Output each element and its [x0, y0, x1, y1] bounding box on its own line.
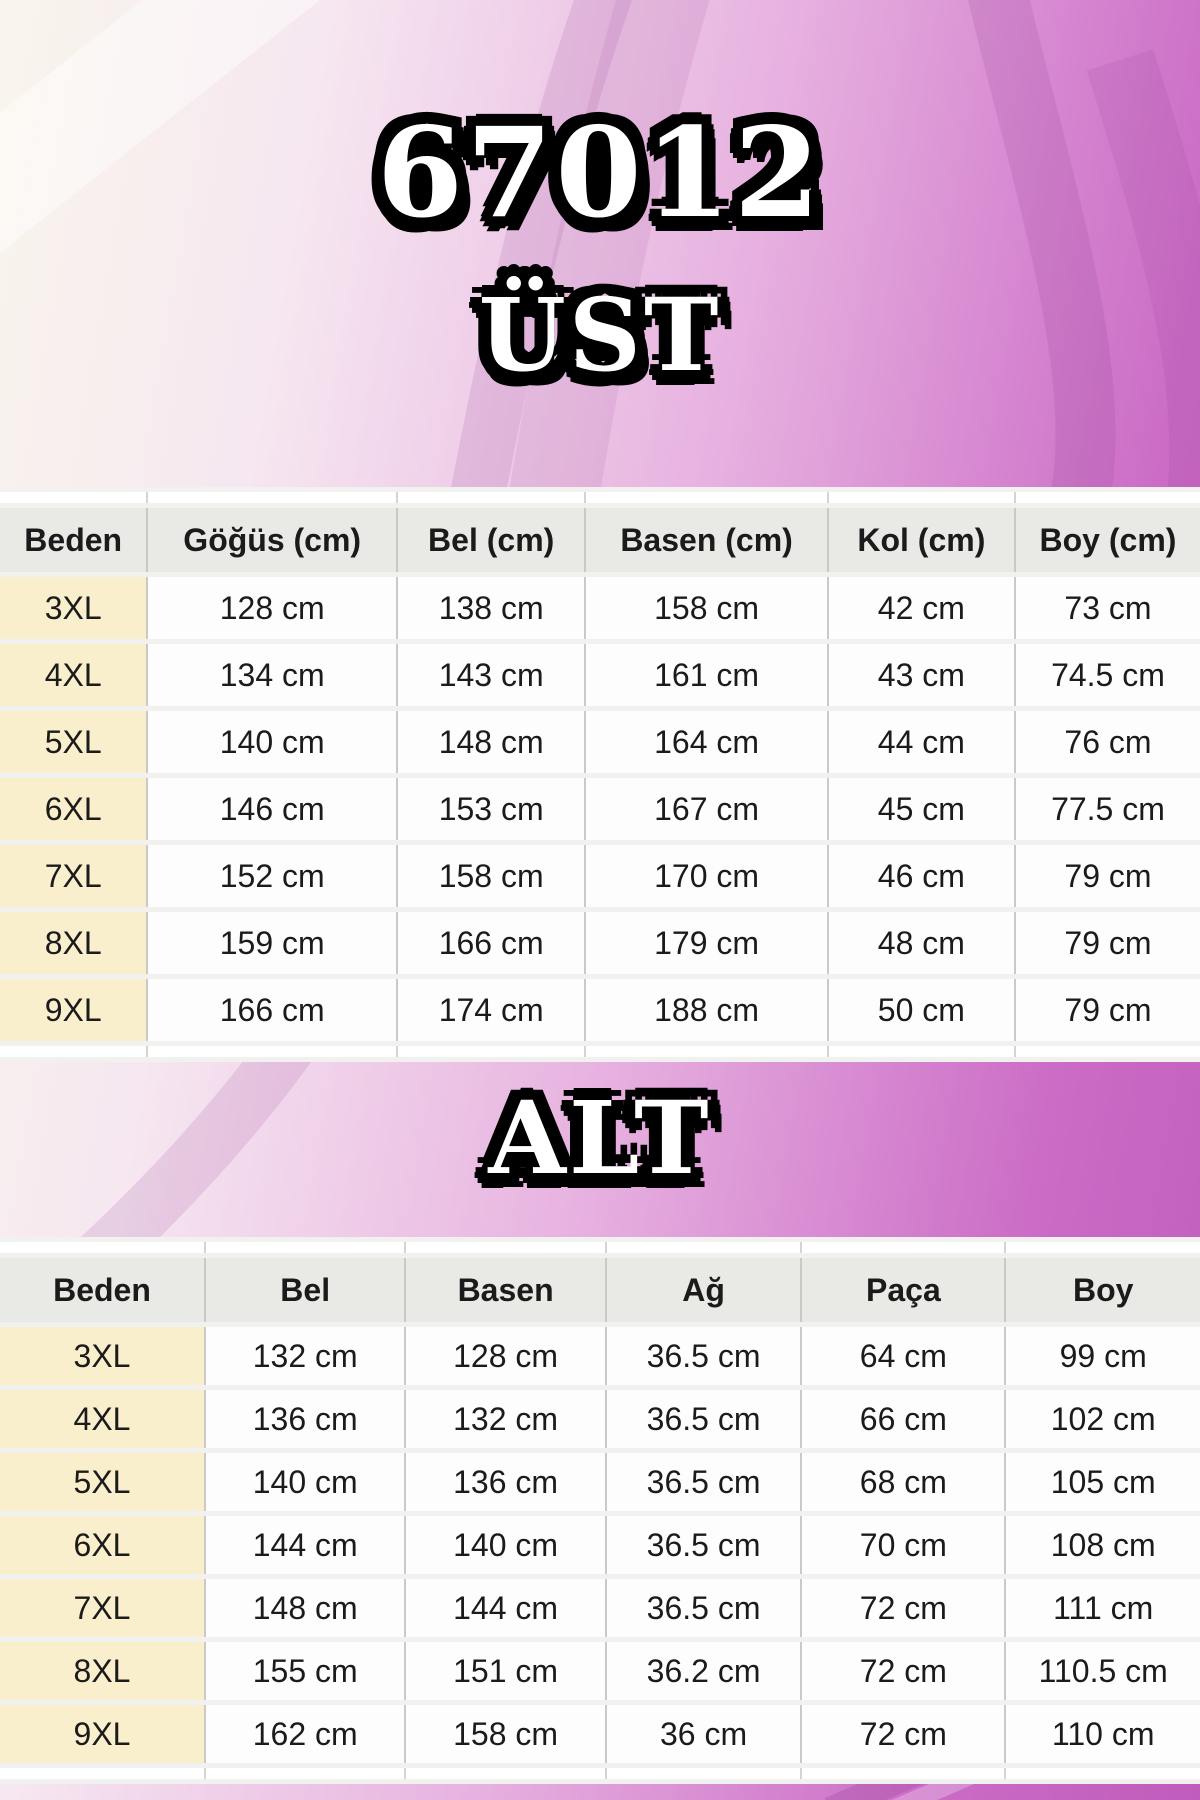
spacer-cell	[0, 492, 146, 503]
measurement-cell: 72 cm	[800, 1705, 1004, 1763]
spacer-row	[0, 1242, 1200, 1253]
size-row	[0, 1579, 1200, 1637]
size-row	[0, 1327, 1200, 1385]
measurement-cell: 36 cm	[605, 1705, 801, 1763]
spacer-cell	[605, 1242, 801, 1253]
measurement-cell: 151 cm	[404, 1642, 604, 1700]
measurement-cell: 166 cm	[146, 979, 396, 1041]
size-label-cell: 4XL	[0, 1390, 204, 1448]
measurement-cell: 110 cm	[1004, 1705, 1200, 1763]
spacer-cell	[0, 1768, 204, 1779]
measurement-cell: 72 cm	[800, 1642, 1004, 1700]
column-header: Bel	[204, 1258, 404, 1322]
measurement-cell: 167 cm	[584, 778, 826, 840]
measurement-cell: 99 cm	[1004, 1327, 1200, 1385]
column-header: Paça	[800, 1258, 1004, 1322]
measurement-cell: 148 cm	[204, 1579, 404, 1637]
measurement-cell: 70 cm	[800, 1516, 1004, 1574]
measurement-cell: 36.5 cm	[605, 1579, 801, 1637]
measurement-cell: 50 cm	[827, 979, 1014, 1041]
size-label-cell: 6XL	[0, 778, 146, 840]
measurement-cell: 64 cm	[800, 1327, 1004, 1385]
measurement-cell: 143 cm	[396, 644, 584, 706]
measurement-cell: 159 cm	[146, 912, 396, 974]
size-label-cell: 9XL	[0, 979, 146, 1041]
measurement-cell: 140 cm	[146, 711, 396, 773]
size-label-cell: 8XL	[0, 1642, 204, 1700]
measurement-cell: 179 cm	[584, 912, 826, 974]
measurement-cell: 161 cm	[584, 644, 826, 706]
spacer-cell	[0, 1046, 146, 1057]
measurement-cell: 128 cm	[404, 1327, 604, 1385]
size-label-cell: 4XL	[0, 644, 146, 706]
spacer-cell	[827, 492, 1014, 503]
spacer-cell	[204, 1768, 404, 1779]
measurement-cell: 36.5 cm	[605, 1327, 801, 1385]
product-code-title: 67012	[376, 101, 824, 246]
measurement-cell: 73 cm	[1014, 577, 1200, 639]
measurement-cell: 164 cm	[584, 711, 826, 773]
ust-section-title: ÜST	[478, 276, 722, 394]
size-label-cell: 9XL	[0, 1705, 204, 1763]
measurement-cell: 102 cm	[1004, 1390, 1200, 1448]
measurement-cell: 72 cm	[800, 1579, 1004, 1637]
measurement-cell: 36.5 cm	[605, 1390, 801, 1448]
measurement-cell: 174 cm	[396, 979, 584, 1041]
alt-size-table	[0, 1237, 1200, 1784]
measurement-cell: 148 cm	[396, 711, 584, 773]
measurement-cell: 136 cm	[204, 1390, 404, 1448]
header-row	[0, 1258, 1200, 1322]
spacer-cell	[404, 1242, 604, 1253]
measurement-cell: 105 cm	[1004, 1453, 1200, 1511]
measurement-cell: 144 cm	[404, 1579, 604, 1637]
spacer-cell	[146, 492, 396, 503]
column-header: Boy	[1004, 1258, 1200, 1322]
measurement-cell: 46 cm	[827, 845, 1014, 907]
alt-section-title: ALT	[488, 1079, 712, 1197]
measurement-cell: 140 cm	[204, 1453, 404, 1511]
column-header: Boy (cm)	[1014, 508, 1200, 572]
measurement-cell: 74.5 cm	[1014, 644, 1200, 706]
measurement-cell: 36.5 cm	[605, 1453, 801, 1511]
spacer-cell	[1004, 1242, 1200, 1253]
spacer-cell	[800, 1768, 1004, 1779]
column-header: Göğüs (cm)	[146, 508, 396, 572]
measurement-cell: 79 cm	[1014, 979, 1200, 1041]
size-row	[0, 778, 1200, 840]
size-label-cell: 3XL	[0, 1327, 204, 1385]
size-row	[0, 1516, 1200, 1574]
spacer-cell	[827, 1046, 1014, 1057]
spacer-cell	[396, 492, 584, 503]
spacer-cell	[404, 1768, 604, 1779]
spacer-cell	[0, 1242, 204, 1253]
measurement-cell: 66 cm	[800, 1390, 1004, 1448]
size-row	[0, 912, 1200, 974]
column-header: Ağ	[605, 1258, 801, 1322]
measurement-cell: 76 cm	[1014, 711, 1200, 773]
measurement-cell: 48 cm	[827, 912, 1014, 974]
ust-size-table	[0, 487, 1200, 1062]
measurement-cell: 68 cm	[800, 1453, 1004, 1511]
measurement-cell: 110.5 cm	[1004, 1642, 1200, 1700]
size-row	[0, 711, 1200, 773]
spacer-cell	[800, 1242, 1004, 1253]
measurement-cell: 138 cm	[396, 577, 584, 639]
measurement-cell: 77.5 cm	[1014, 778, 1200, 840]
spacer-row	[0, 492, 1200, 503]
size-row	[0, 979, 1200, 1041]
spacer-cell	[396, 1046, 584, 1057]
measurement-cell: 140 cm	[404, 1516, 604, 1574]
size-row	[0, 644, 1200, 706]
spacer-cell	[1014, 1046, 1200, 1057]
measurement-cell: 153 cm	[396, 778, 584, 840]
size-row	[0, 1705, 1200, 1763]
measurement-cell: 158 cm	[584, 577, 826, 639]
measurement-cell: 158 cm	[396, 845, 584, 907]
measurement-cell: 36.5 cm	[605, 1516, 801, 1574]
spacer-row	[0, 1046, 1200, 1057]
spacer-cell	[1004, 1768, 1200, 1779]
measurement-cell: 170 cm	[584, 845, 826, 907]
measurement-cell: 42 cm	[827, 577, 1014, 639]
measurement-cell: 132 cm	[404, 1390, 604, 1448]
size-row	[0, 1642, 1200, 1700]
measurement-cell: 36.2 cm	[605, 1642, 801, 1700]
column-header: Beden	[0, 508, 146, 572]
column-header: Kol (cm)	[827, 508, 1014, 572]
measurement-cell: 155 cm	[204, 1642, 404, 1700]
spacer-row	[0, 1768, 1200, 1779]
measurement-cell: 43 cm	[827, 644, 1014, 706]
measurement-cell: 79 cm	[1014, 912, 1200, 974]
size-row	[0, 1453, 1200, 1511]
spacer-cell	[584, 1046, 826, 1057]
measurement-cell: 45 cm	[827, 778, 1014, 840]
size-row	[0, 845, 1200, 907]
spacer-cell	[146, 1046, 396, 1057]
measurement-cell: 128 cm	[146, 577, 396, 639]
size-label-cell: 6XL	[0, 1516, 204, 1574]
measurement-cell: 166 cm	[396, 912, 584, 974]
measurement-cell: 111 cm	[1004, 1579, 1200, 1637]
column-header: Basen	[404, 1258, 604, 1322]
measurement-cell: 146 cm	[146, 778, 396, 840]
size-row	[0, 1390, 1200, 1448]
measurement-cell: 79 cm	[1014, 845, 1200, 907]
measurement-cell: 134 cm	[146, 644, 396, 706]
size-label-cell: 3XL	[0, 577, 146, 639]
size-label-cell: 5XL	[0, 1453, 204, 1511]
spacer-cell	[584, 492, 826, 503]
column-header: Basen (cm)	[584, 508, 826, 572]
spacer-cell	[204, 1242, 404, 1253]
measurement-cell: 188 cm	[584, 979, 826, 1041]
size-label-cell: 5XL	[0, 711, 146, 773]
measurement-cell: 158 cm	[404, 1705, 604, 1763]
spacer-cell	[605, 1768, 801, 1779]
measurement-cell: 132 cm	[204, 1327, 404, 1385]
column-header: Bel (cm)	[396, 508, 584, 572]
measurement-cell: 144 cm	[204, 1516, 404, 1574]
size-label-cell: 7XL	[0, 1579, 204, 1637]
spacer-cell	[1014, 492, 1200, 503]
size-label-cell: 7XL	[0, 845, 146, 907]
column-header: Beden	[0, 1258, 204, 1322]
header-row	[0, 508, 1200, 572]
measurement-cell: 108 cm	[1004, 1516, 1200, 1574]
measurement-cell: 44 cm	[827, 711, 1014, 773]
size-label-cell: 8XL	[0, 912, 146, 974]
measurement-cell: 152 cm	[146, 845, 396, 907]
measurement-cell: 136 cm	[404, 1453, 604, 1511]
measurement-cell: 162 cm	[204, 1705, 404, 1763]
size-row	[0, 577, 1200, 639]
